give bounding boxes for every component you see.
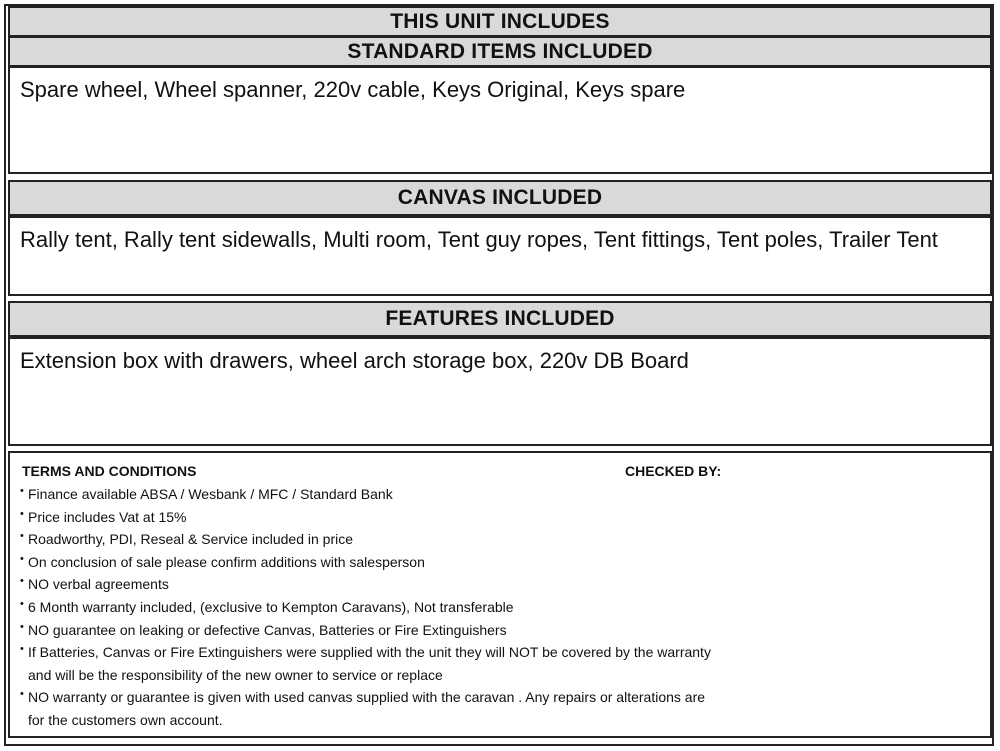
bullet-icon: • [20,530,24,543]
standard-items-header [8,36,992,67]
terms-title: TERMS AND CONDITIONS [22,463,197,479]
canvas-header [8,180,992,216]
terms-list [20,483,980,732]
canvas-title: CANVAS INCLUDED [397,186,603,209]
standard-items-title: STANDARD ITEMS INCLUDED [347,40,653,63]
bullet-icon: • [20,552,24,565]
features-text: Extension box with drawers, wheel arch storage box, 220v DB Board [20,348,689,373]
bullet-icon: • [20,688,24,701]
terms-item: • Roadworthy, PDI, Reseal & Service included in price [20,528,980,551]
unit-includes-title: THIS UNIT INCLUDES [390,10,610,33]
bullet-icon: • [20,597,24,610]
bullet-icon: • [20,620,24,633]
bullet-icon: • [20,643,24,656]
bullet-icon: • [20,507,24,520]
unit-includes-header [8,6,992,37]
features-title: FEATURES INCLUDED [385,307,615,330]
terms-item: • Finance available ABSA / Wesbank / MFC / Standard Bank [20,483,980,506]
terms-item: • If Batteries, Canvas or Fire Extinguishers were supplied with the unit they will NOT be covered by the warranty and will be the responsibility of the new owner to service or replace [20,641,728,686]
bullet-icon: • [20,575,24,588]
canvas-box [8,216,992,296]
terms-item: • 6 Month warranty included, (exclusive to Kempton Caravans), Not transferable [20,596,980,619]
terms-section [8,451,992,738]
terms-item: • NO verbal agreements [20,573,980,596]
terms-item: • NO warranty or guarantee is given with used canvas supplied with the caravan . Any repairs or alterations are for the customers own account. [20,686,708,731]
terms-item: • Price includes Vat at 15% [20,506,980,529]
features-box [8,337,992,446]
checked-by-label: CHECKED BY: [625,463,722,479]
terms-item: • NO guarantee on leaking or defective Canvas, Batteries or Fire Extinguishers [20,619,980,642]
terms-item: • On conclusion of sale please confirm additions with salesperson [20,551,980,574]
features-header [8,301,992,337]
bullet-icon: • [20,485,24,497]
standard-items-box [8,66,992,174]
standard-items-text: Spare wheel, Wheel spanner, 220v cable, Keys Original, Keys spare [20,77,686,102]
canvas-text: Rally tent, Rally tent sidewalls, Multi room, Tent guy ropes, Tent fittings, Tent poles, Trailer Tent [20,227,938,252]
